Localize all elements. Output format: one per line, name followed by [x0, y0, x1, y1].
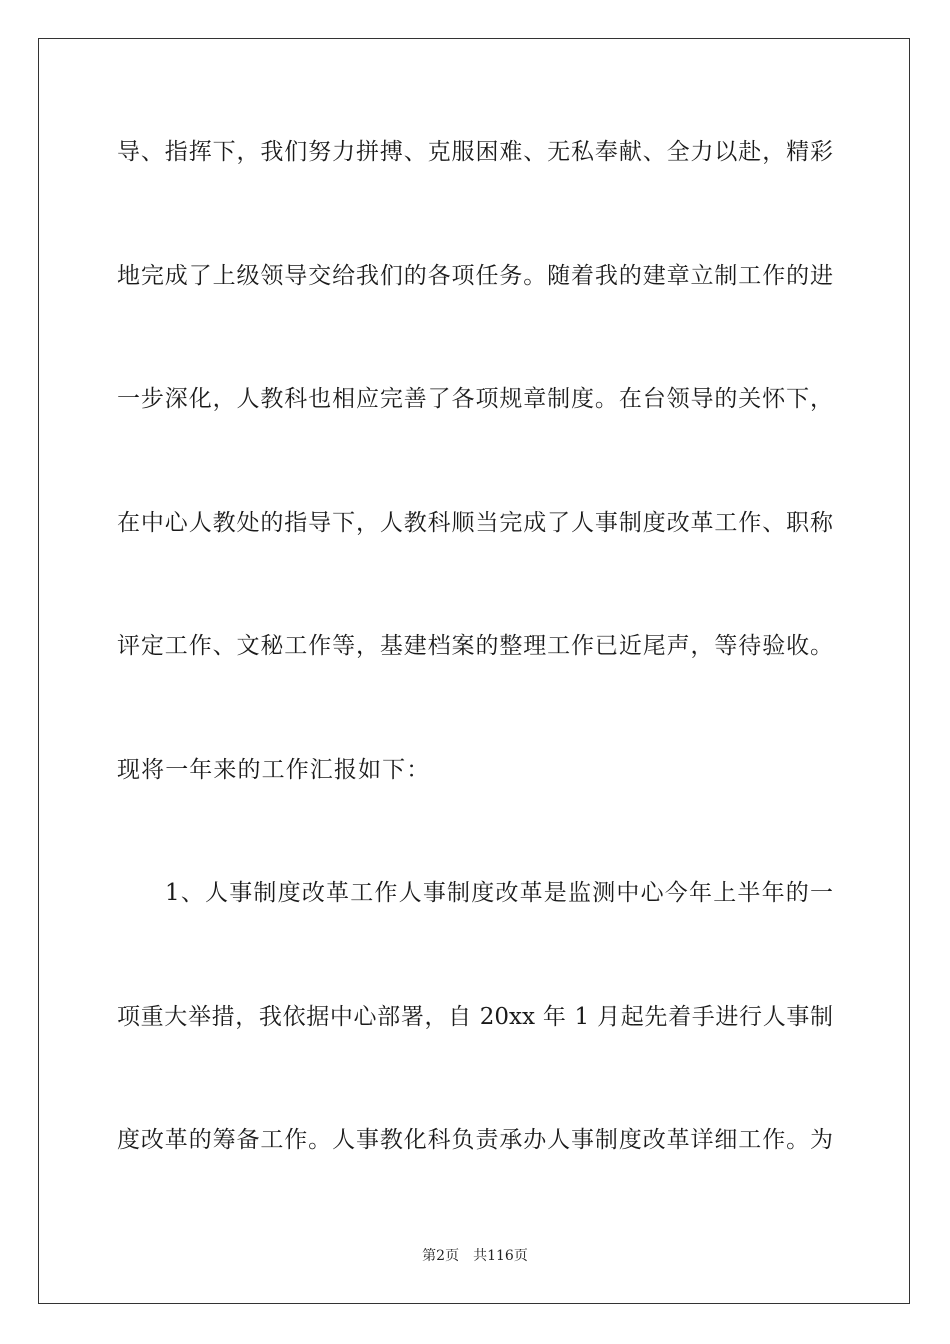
text-line: 现将一年来的工作汇报如下： — [117, 757, 431, 783]
text-line: 度改革的筹备工作。人事教化科负责承办人事制度改革详细工作。为 — [117, 1127, 833, 1153]
text-line: 一步深化，人教科也相应完善了各项规章制度。在台领导的关怀下， — [117, 386, 833, 412]
text-line: 在中心人教处的指导下，人教科顺当完成了人事制度改革工作、职称 — [117, 510, 833, 536]
text-line: 导、指挥下，我们努力拼搏、克服困难、无私奉献、全力以赴，精彩 — [117, 139, 833, 165]
text-line: 评定工作、文秘工作等，基建档案的整理工作已近尾声，等待验收。 — [117, 633, 833, 659]
text-line: 地完成了上级领导交给我们的各项任务。随着我的建章立制工作的进 — [117, 263, 833, 289]
total-pages: 共116页 — [473, 1248, 528, 1264]
text-line: 项重大举措，我依据中心部署，自 20xx 年 1 月起先着手进行人事制 — [117, 1004, 833, 1030]
page-footer — [0, 1247, 950, 1265]
page-border — [38, 38, 910, 1304]
paragraph-first-line: 1、人事制度改革工作人事制度改革是监测中心今年上半年的一 — [165, 880, 833, 906]
page-number: 第2页 — [422, 1248, 460, 1264]
